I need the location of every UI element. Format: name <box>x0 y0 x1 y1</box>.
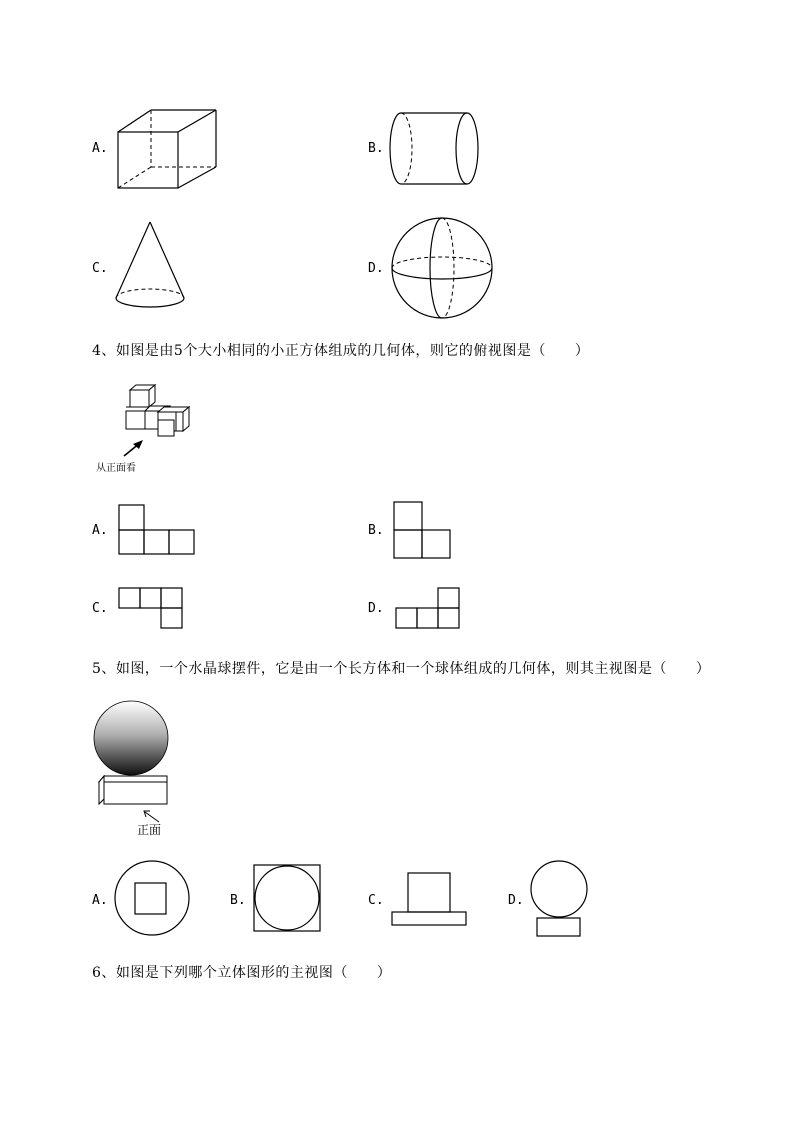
q4-option-d-label: D. <box>368 601 384 616</box>
cube-figure <box>110 100 230 200</box>
q5-option-d-figure <box>529 860 593 940</box>
crystal-ball-figure <box>92 700 182 840</box>
q5-option-c-figure <box>391 872 471 928</box>
q5-option-c-label: C. <box>368 893 384 908</box>
q4-option-a-figure <box>118 504 198 556</box>
q5-option-d-label: D. <box>508 893 524 908</box>
q4-option-c-label: C. <box>92 601 108 616</box>
q4-option-b-figure <box>393 501 453 561</box>
q5-option-b-figure <box>253 864 323 934</box>
q3-option-c-label: C. <box>92 261 108 276</box>
cubes-solid-figure <box>118 384 198 444</box>
q4-option-a-label: A. <box>92 523 108 538</box>
cylinder-figure <box>385 108 485 190</box>
question-6-text: 6、如图是下列哪个立体图形的主视图（ ） <box>92 965 392 981</box>
sphere-figure <box>390 216 496 320</box>
q3-option-d-label: D. <box>368 261 384 276</box>
question-4-text: 4、如图是由5个大小相同的小正方体组成的几何体，则它的俯视图是（ ） <box>92 343 590 359</box>
q4-option-b-label: B. <box>368 523 384 538</box>
q3-option-a-label: A. <box>92 141 108 156</box>
front-view-caption: 从正面看 <box>96 463 136 474</box>
q5-option-b-label: B. <box>230 893 246 908</box>
question-5-text: 5、如图，一个水晶球摆件，它是由一个长方体和一个球体组成的几何体，则其主视图是（ ） <box>92 661 711 677</box>
front-caption: 正面 <box>137 823 162 837</box>
view-direction-arrow <box>120 438 150 460</box>
q5-option-a-label: A. <box>92 893 108 908</box>
q5-option-a-figure <box>114 860 194 940</box>
q3-option-b-label: B. <box>368 141 384 156</box>
cone-figure <box>112 218 192 310</box>
q4-option-c-figure <box>118 587 188 631</box>
q4-option-d-figure <box>395 587 465 631</box>
